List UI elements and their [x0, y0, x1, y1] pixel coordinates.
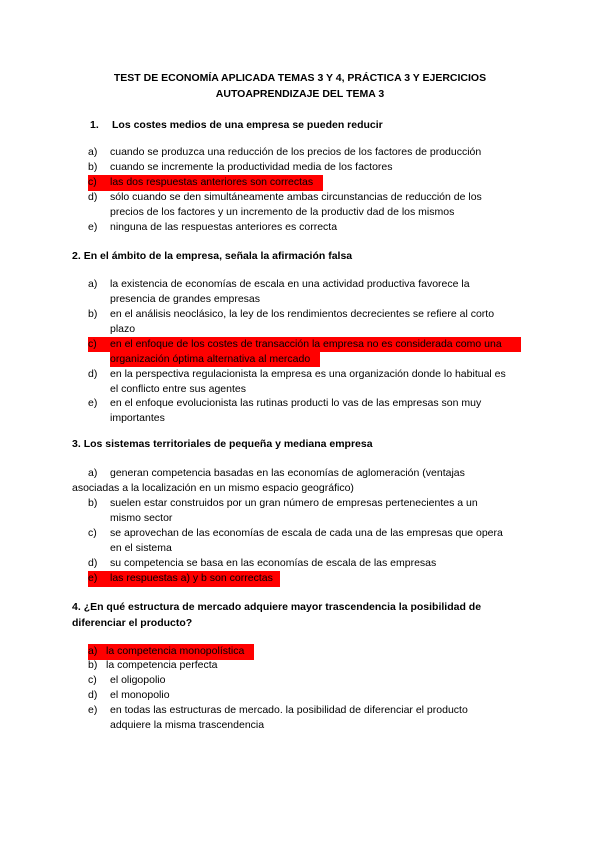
question-4-option-b [88, 658, 218, 674]
question-3-option-a [72, 466, 465, 494]
question-3-option-e-correct [88, 571, 280, 587]
option-text: cuando se incremente la productividad media de los factores [110, 161, 393, 173]
question-4-option-e [88, 703, 468, 731]
question-2-option-c-correct [88, 337, 521, 352]
option-label: d) [88, 368, 98, 380]
question-text: En el ámbito de la empresa, señala la afirmación falsa [83, 250, 353, 262]
option-text: la competencia monopolística [106, 645, 245, 657]
option-label: c) [88, 176, 97, 188]
option-label: d) [88, 689, 98, 701]
option-label: d) [88, 191, 98, 203]
question-3-option-d [88, 556, 437, 572]
option-text: en el análisis neoclásico, la ley de los rendimientos decrecientes se refiere al corto [110, 308, 495, 320]
option-label: a) [88, 467, 98, 479]
option-label: a) [88, 278, 98, 290]
question-1-heading [90, 117, 383, 133]
option-label: c) [88, 674, 97, 686]
question-2-option-a [88, 277, 470, 305]
option-text-continued: el conflicto entre sus agentes [110, 383, 246, 395]
option-text: su competencia se basa en las economías de escala de las empresas [110, 557, 437, 569]
option-label: e) [88, 572, 98, 584]
option-text-continued: en el sistema [110, 542, 172, 554]
option-text: en la perspectiva regulacionista la empresa es una organización donde lo habitual es [110, 368, 506, 380]
option-text: en todas las estructuras de mercado. la posibilidad de diferenciar el producto [110, 704, 468, 716]
question-1-option-e [88, 220, 338, 236]
question-2-option-d [88, 367, 506, 395]
question-3-option-b [88, 496, 478, 524]
option-text: la competencia perfecta [106, 659, 218, 671]
question-4-heading [72, 599, 481, 631]
option-text-continued: asociadas a la localización en un mismo espacio geográfico) [72, 482, 354, 494]
option-text-continued: precios de los factores y un incremento de la productiv dad de los mismos [110, 206, 455, 218]
question-1-option-c-correct [88, 175, 323, 191]
question-text: Los sistemas territoriales de pequeña y mediana empresa [83, 438, 373, 450]
question-3-heading [72, 436, 373, 452]
option-text-continued: importantes [110, 412, 165, 424]
question-text-continued: diferenciar el producto? [72, 617, 193, 629]
document-title [60, 70, 540, 102]
question-number: 1. [90, 119, 99, 131]
option-label: b) [88, 659, 98, 671]
option-label: e) [88, 704, 98, 716]
question-2-option-b [88, 307, 495, 335]
option-label: b) [88, 497, 98, 509]
title-line-2: AUTOAPRENDIZAJE DEL TEMA 3 [215, 88, 385, 100]
option-text: sólo cuando se den simultáneamente ambas circunstancias de reducción de los [110, 191, 482, 203]
question-3-option-c [88, 526, 503, 554]
option-text: ninguna de las respuestas anteriores es correcta [110, 221, 338, 233]
question-number: 4. [72, 601, 81, 613]
option-label: a) [88, 645, 98, 657]
question-2-heading [72, 248, 352, 264]
option-label: c) [88, 338, 97, 350]
option-label: c) [88, 527, 97, 539]
title-line-1: TEST DE ECONOMÍA APLICADA TEMAS 3 Y 4, PRÁCTICA 3 Y EJERCICIOS [113, 72, 487, 84]
question-1-option-d [88, 190, 482, 218]
option-text: las dos respuestas anteriores son correctas [110, 176, 314, 188]
question-text: ¿En qué estructura de mercado adquiere mayor trascendencia la posibilidad de [83, 601, 482, 613]
question-2-option-c-correct-line-2 [110, 352, 320, 367]
question-number: 2. [72, 250, 81, 262]
option-text: el monopolio [110, 689, 170, 701]
option-text: en el enfoque evolucionista las rutinas producti lo vas de las empresas son muy [110, 397, 482, 409]
option-label: d) [88, 557, 98, 569]
option-text: generan competencia basadas en las economías de aglomeración (ventajas [110, 467, 465, 479]
option-label: a) [88, 146, 98, 158]
question-4-option-c [88, 673, 166, 689]
question-text: Los costes medios de una empresa se pueden reducir [112, 119, 383, 131]
option-text-continued: adquiere la misma trascendencia [110, 719, 265, 731]
option-label: b) [88, 308, 98, 320]
option-label: b) [88, 161, 98, 173]
question-1-option-a [88, 145, 482, 161]
option-text: la existencia de economías de escala en una actividad productiva favorece la [110, 278, 470, 290]
option-text-continued: plazo [110, 323, 136, 335]
option-text-continued: presencia de grandes empresas [110, 293, 261, 305]
option-text: cuando se produzca una reducción de los precios de los factores de producción [110, 146, 482, 158]
question-2-option-e [88, 396, 482, 424]
option-text: las respuestas a) y b son correctas [110, 572, 273, 584]
option-label: e) [88, 221, 98, 233]
option-label: e) [88, 397, 98, 409]
question-number: 3. [72, 438, 81, 450]
option-text: en el enfoque de los costes de transacción la empresa no es considerada como una [110, 338, 502, 350]
option-text: el oligopolio [110, 674, 166, 686]
question-4-option-d [88, 688, 170, 704]
option-text-continued: organización óptima alternativa al mercado [110, 353, 311, 365]
option-text: se aprovechan de las economías de escala de cada una de las empresas que opera [110, 527, 503, 539]
option-text: suelen estar construidos por un gran número de empresas pertenecientes a un [110, 497, 478, 509]
question-1-option-b [88, 160, 393, 176]
option-text-continued: mismo sector [110, 512, 173, 524]
